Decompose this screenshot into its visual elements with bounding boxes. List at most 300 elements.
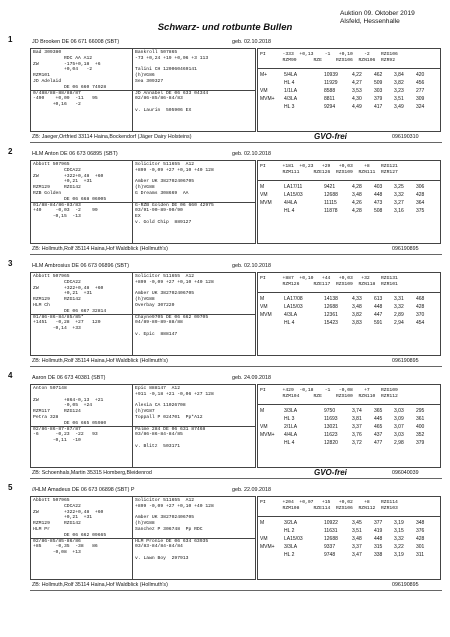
performance-cell: 3,25 bbox=[394, 184, 404, 190]
grandparent-line: (h)VG88 bbox=[135, 185, 155, 191]
breeder-info: ZB: Hollmuth,Rolf 35114 Haina,Hof Waldblick (Hollmuth's) bbox=[32, 358, 168, 364]
grandparents-block bbox=[135, 498, 214, 562]
performance-cell: VM bbox=[260, 424, 268, 430]
performance-cell: 3,16 bbox=[394, 208, 404, 214]
performance-cell: 420 bbox=[416, 72, 425, 78]
performance-cell: 3,51 bbox=[394, 96, 404, 102]
pedigree-line: +0,21 +31 bbox=[33, 179, 93, 185]
performance-cell: 4,26 bbox=[352, 200, 362, 206]
performance-cell: 3,07 bbox=[394, 424, 404, 430]
entry-code: 096190895 bbox=[392, 246, 419, 252]
pedigree-line: Abbott 507965 bbox=[33, 162, 70, 167]
performance-row bbox=[260, 527, 440, 535]
pedigree-line: +40 -0,03 -2 99 bbox=[33, 208, 98, 214]
pedigree-line: Bad 309380 bbox=[33, 50, 62, 55]
performance-row bbox=[260, 79, 440, 87]
performance-cell: 3,72 bbox=[352, 440, 362, 446]
divider bbox=[30, 142, 442, 143]
performance-cell: 4,30 bbox=[352, 96, 362, 102]
performance-cell: 445 bbox=[374, 416, 383, 422]
breeder-info: ZB: Hollmuth,Rolf 35114 Haina,Hof Waldblick (Hollmuth's) bbox=[32, 246, 168, 252]
pedigree-line: 02/86-85/85-86/86 bbox=[33, 538, 81, 544]
performance-row bbox=[260, 295, 440, 303]
pedigree-box bbox=[30, 496, 256, 580]
divider bbox=[258, 292, 440, 293]
breeding-value-line: PI +887 +0,10 +44 +0,03 +32 RZG131 bbox=[260, 276, 398, 281]
pedigree-line: DE 06 660 74928 bbox=[33, 84, 107, 90]
grandparent-line: Chayne9705 DE 06 662 09705 bbox=[135, 314, 209, 320]
performance-cell: 377 bbox=[374, 520, 383, 526]
performance-cell: 309 bbox=[416, 96, 425, 102]
performance-cell: 508 bbox=[374, 208, 383, 214]
pedigree-line: -0,08 +13 bbox=[33, 550, 81, 556]
performance-cell: 3,19 bbox=[394, 520, 404, 526]
performance-cell: 3,51 bbox=[352, 528, 362, 534]
performance-cell: MVM+ bbox=[260, 544, 275, 550]
birth-date: geb. 22.09.2018 bbox=[232, 487, 271, 493]
performance-cell: 447 bbox=[374, 312, 383, 318]
performance-cell: 1/1LA bbox=[284, 88, 298, 94]
performance-cell: 379 bbox=[374, 96, 383, 102]
performance-row bbox=[260, 439, 440, 447]
performance-cell: 3/3LA bbox=[284, 408, 298, 414]
grandparent-line: v. Epic 888147 bbox=[135, 331, 178, 337]
performance-cell: 3,03 bbox=[394, 432, 404, 438]
entry-code: 096190310 bbox=[392, 134, 419, 140]
pedigree-line: JD Adelaid bbox=[33, 78, 62, 84]
bull-entry bbox=[8, 259, 442, 368]
pedigree-line: RZM117 RZG124 bbox=[33, 409, 81, 415]
performance-cell: 2,89 bbox=[394, 312, 404, 318]
pedigree-line: CDCA22 bbox=[33, 503, 81, 509]
breeder-info: ZB: Jaeger,Ortfried 33114 Haina,Bockendorf (Jäger Dairy Holsteins) bbox=[32, 134, 192, 140]
divider bbox=[258, 68, 440, 69]
performance-cell: 448 bbox=[374, 304, 383, 310]
performance-cell: 3,48 bbox=[352, 192, 362, 198]
performance-cell: 9750 bbox=[324, 408, 336, 414]
performance-cell: 338 bbox=[374, 552, 383, 558]
grandparent-line: Epic 888147 A12 bbox=[135, 386, 181, 391]
grandparent-line: +899 -0,09 +27 +0,10 +40 128 bbox=[135, 279, 214, 285]
performance-cell: HL 4 bbox=[284, 440, 295, 446]
performance-cell: 454 bbox=[416, 320, 425, 326]
breeding-value-line: PI -333 +0,13 -1 +0,10 -2 RZG106 bbox=[260, 52, 398, 57]
performance-cell: 3,32 bbox=[394, 192, 404, 198]
grandparents-block bbox=[135, 162, 214, 226]
grandparent-line: HLM Pronie DE 06 634 63935 bbox=[135, 538, 209, 544]
performance-cell: 12361 bbox=[324, 312, 338, 318]
breeding-value-line: RZM108 RZE114 RZS106 RZN112 RZR103 bbox=[260, 506, 398, 511]
entry-number: 1 bbox=[8, 35, 13, 44]
performance-cell: HL 4 bbox=[284, 80, 295, 86]
pedigree-line: -490 +0,09 -11 95 bbox=[33, 96, 98, 102]
performance-row bbox=[260, 543, 440, 551]
performance-cell: 3,19 bbox=[394, 552, 404, 558]
grandparent-line: (h)VG86 bbox=[135, 73, 155, 79]
grandparent-line: 03/91-90-89-90/90 bbox=[135, 208, 183, 214]
entry-code: 096040039 bbox=[392, 470, 419, 476]
performance-table bbox=[260, 519, 440, 559]
birth-date: geb. 24.09.2018 bbox=[232, 375, 271, 381]
performance-cell: 15423 bbox=[324, 320, 338, 326]
performance-cell: 365 bbox=[374, 408, 383, 414]
breeding-values bbox=[260, 164, 398, 176]
performance-row bbox=[260, 183, 440, 191]
performance-row bbox=[260, 519, 440, 527]
entry-header bbox=[32, 150, 440, 159]
grandparent-line: Alesia CA 11026708 bbox=[135, 403, 186, 409]
grandparent-line: 03/83-84/84-84/84 bbox=[135, 544, 183, 550]
pedigree-line: +1451 -0,28 +27 120 bbox=[33, 320, 101, 326]
performance-cell: 448 bbox=[374, 536, 383, 542]
bull-entry bbox=[8, 483, 442, 592]
pedigree-line: HLM Pr bbox=[33, 526, 50, 532]
performance-cell: 376 bbox=[416, 528, 425, 534]
performance-cell: HL 4 bbox=[284, 320, 295, 326]
performance-cell: 613 bbox=[374, 296, 383, 302]
performance-cell: 4,28 bbox=[352, 184, 362, 190]
performance-cell: 8811 bbox=[324, 96, 335, 102]
performance-cell: 11623 bbox=[324, 432, 338, 438]
performance-cell: 448 bbox=[374, 192, 383, 198]
grandparent-line: v. Laurin 505906 EX bbox=[135, 107, 192, 113]
performance-row bbox=[260, 303, 440, 311]
birth-date: geb. 02.10.2018 bbox=[232, 39, 271, 45]
grandparent-line: (h)VG88 bbox=[135, 521, 155, 527]
performance-cell: 3,15 bbox=[394, 528, 404, 534]
pedigree-line: Abbott 507965 bbox=[33, 274, 70, 279]
performance-cell: 9337 bbox=[324, 544, 336, 550]
breeding-value-line: PI +181 +0,23 +29 +0,03 +8 RZG121 bbox=[260, 164, 398, 169]
entry-number: 5 bbox=[8, 483, 13, 492]
performance-row bbox=[260, 87, 440, 95]
performance-cell: 473 bbox=[374, 200, 383, 206]
grandparent-line: Talini CH 120060469141 bbox=[135, 67, 197, 73]
pedigree-line: -6 -0,23 -22 93 bbox=[33, 432, 98, 438]
bull-entry bbox=[8, 147, 442, 256]
pedigree-line: ZW +322+0,48 +60 bbox=[33, 509, 104, 515]
performance-cell: HL 3 bbox=[284, 416, 295, 422]
performance-cell: 2,94 bbox=[394, 320, 404, 326]
performance-cell: M bbox=[260, 520, 265, 526]
grandparent-line: 02/86-85/86-84/83 bbox=[135, 96, 183, 102]
divider bbox=[30, 478, 442, 479]
performance-row bbox=[260, 311, 440, 319]
sire-block bbox=[33, 386, 106, 444]
performance-cell: HL 3 bbox=[284, 104, 295, 110]
breeding-values bbox=[260, 500, 398, 512]
pedigree-line: +0,21 +31 bbox=[33, 515, 93, 521]
pedigree-line: DE 06 662 09665 bbox=[33, 532, 107, 538]
divider bbox=[30, 590, 442, 591]
performance-cell: 4,22 bbox=[352, 72, 362, 78]
performance-cell: LA15/03 bbox=[284, 304, 303, 310]
breeding-value-line: RZM104 RZE RZS100 RZN110 RZR112 bbox=[260, 394, 398, 399]
pedigree-line: Anton 507148 bbox=[33, 386, 67, 391]
performance-cell: 468 bbox=[416, 296, 425, 302]
birth-date: geb. 02.10.2018 bbox=[232, 263, 271, 269]
performance-cell: MVM+ bbox=[260, 432, 275, 438]
pedigree-line: 01/86-86-84/85/85* bbox=[33, 314, 84, 320]
bull-name: Aaron DE 06 673 40381 (SBT) bbox=[32, 375, 106, 381]
performance-cell: 306 bbox=[416, 184, 425, 190]
grandparent-line: Sea 309327 bbox=[135, 78, 164, 84]
entry-header bbox=[32, 374, 440, 383]
performance-cell: 4/3LA bbox=[284, 96, 298, 102]
performance-cell: 10922 bbox=[324, 520, 338, 526]
stats-box bbox=[257, 160, 441, 244]
breeding-values bbox=[260, 276, 398, 288]
entry-header bbox=[32, 38, 440, 47]
performance-row bbox=[260, 535, 440, 543]
stats-box bbox=[257, 272, 441, 356]
entry-number: 3 bbox=[8, 259, 13, 268]
grandparent-line: Solicitor 511655 A12 bbox=[135, 498, 195, 503]
performance-table bbox=[260, 71, 440, 111]
performance-cell: 3,53 bbox=[352, 88, 362, 94]
performance-row bbox=[260, 423, 440, 431]
performance-cell: 419 bbox=[374, 528, 383, 534]
performance-cell: 3,76 bbox=[352, 432, 362, 438]
performance-cell: 3,22 bbox=[394, 544, 404, 550]
grandparent-line: +899 -0,09 +27 +0,10 +40 128 bbox=[135, 167, 214, 173]
performance-cell: 352 bbox=[416, 432, 425, 438]
performance-cell: 3,74 bbox=[352, 408, 362, 414]
pedigree-line: +0,21 +31 bbox=[33, 291, 93, 297]
performance-cell: 3,09 bbox=[394, 416, 404, 422]
entry-number: 4 bbox=[8, 371, 13, 380]
grandparent-line: Bankroll 507865 bbox=[135, 50, 178, 55]
performance-cell: 12688 bbox=[324, 304, 338, 310]
performance-cell: 361 bbox=[416, 416, 425, 422]
performance-cell: 12688 bbox=[324, 536, 338, 542]
performance-cell: 428 bbox=[416, 304, 425, 310]
bull-name: HLM Ambrosius DE 06 673 06896 (SBT) bbox=[32, 263, 130, 269]
pedigree-line: RZB Golden bbox=[33, 190, 62, 196]
performance-row bbox=[260, 407, 440, 415]
grandparent-line: G Dreams 308669 AA bbox=[135, 190, 189, 196]
breeding-value-line: RZM111 RZE126 RZS109 RZN111 RZR127 bbox=[260, 170, 398, 175]
performance-cell: 11693 bbox=[324, 416, 338, 422]
performance-cell: 12688 bbox=[324, 192, 338, 198]
performance-row bbox=[260, 95, 440, 103]
performance-cell: 10939 bbox=[324, 72, 338, 78]
performance-cell: 11929 bbox=[324, 80, 338, 86]
performance-cell: 5/4LA bbox=[284, 72, 298, 78]
grandparent-line: Amber UK 382702406705 bbox=[135, 179, 195, 185]
bull-name: JD Brooken DE 06 671 66008 (SBT) bbox=[32, 39, 120, 45]
performance-cell: LA17/11 bbox=[284, 184, 303, 190]
bull-name: HLM Anton DE 06 673 06895 (SBT) bbox=[32, 151, 118, 157]
performance-cell: 315 bbox=[374, 544, 383, 550]
performance-cell: 3,83 bbox=[352, 320, 362, 326]
pedigree-line: DE 06 665 05980 bbox=[33, 420, 107, 426]
performance-cell: LA15/03 bbox=[284, 536, 303, 542]
performance-cell: 2/1LA bbox=[284, 424, 298, 430]
stats-box bbox=[257, 384, 441, 468]
performance-cell: LA15/03 bbox=[284, 192, 303, 198]
grandparents-block bbox=[135, 274, 214, 338]
performance-table bbox=[260, 295, 440, 327]
grandparents-block bbox=[135, 50, 208, 114]
auction-date: Auktion 09. Oktober 2019 bbox=[340, 10, 415, 17]
performance-cell: 4,33 bbox=[352, 296, 362, 302]
entry-code: 096190895 bbox=[392, 358, 419, 364]
gvo-badge: GVO-frei bbox=[314, 468, 347, 477]
pedigree-line: RZM129 RZG142 bbox=[33, 521, 81, 527]
pedigree-line: +85 -0,35 -38 86 bbox=[33, 544, 98, 550]
grandparent-line: Toppall P 024701 Pp*A12 bbox=[135, 414, 203, 420]
page-title: Schwarz- und rotbunte Bullen bbox=[157, 22, 293, 33]
grandparent-line: Solicitor 511655 A12 bbox=[135, 274, 195, 279]
divider bbox=[258, 404, 440, 405]
performance-cell: M bbox=[260, 296, 265, 302]
performance-row bbox=[260, 71, 440, 79]
performance-row bbox=[260, 319, 440, 327]
performance-cell: MVM bbox=[260, 200, 272, 206]
bull-entry bbox=[8, 371, 442, 480]
stats-box bbox=[257, 496, 441, 580]
performance-cell: 3,37 bbox=[352, 424, 362, 430]
pedigree-line: CDCA22 bbox=[33, 279, 81, 285]
performance-cell: 379 bbox=[416, 440, 425, 446]
performance-cell: 9748 bbox=[324, 552, 336, 558]
grandparent-line: G-RZB Golden DE 06 660 42975 bbox=[135, 202, 214, 208]
performance-cell: 311 bbox=[416, 552, 424, 558]
breeding-value-line: RZM126 RZE117 RZS109 RZN118 RZR101 bbox=[260, 282, 398, 287]
pedigree-line: Abbott 507965 bbox=[33, 498, 70, 503]
grandparent-line: (h)VG88 bbox=[135, 297, 155, 303]
performance-table bbox=[260, 183, 440, 215]
performance-cell: LA17/08 bbox=[284, 296, 303, 302]
performance-cell: MVM bbox=[260, 312, 272, 318]
pedigree-line: -0,15 -13 bbox=[33, 214, 81, 220]
stats-box bbox=[257, 48, 441, 132]
grandparent-line: EX bbox=[135, 214, 141, 220]
performance-cell: 303 bbox=[374, 88, 383, 94]
performance-cell: VM bbox=[260, 88, 268, 94]
performance-cell: 370 bbox=[416, 312, 425, 318]
performance-cell: 295 bbox=[416, 408, 425, 414]
performance-row bbox=[260, 551, 440, 559]
grandparent-line: Amber UK 382702406705 bbox=[135, 291, 195, 297]
performance-cell: VM bbox=[260, 192, 268, 198]
pedigree-line: RZM101 bbox=[33, 73, 50, 79]
entry-number: 2 bbox=[8, 147, 13, 156]
performance-row bbox=[260, 415, 440, 423]
pedigree-line: -0,05 +24 bbox=[33, 403, 93, 409]
performance-cell: 3,45 bbox=[352, 520, 362, 526]
pedigree-line: ZW +322+0,48 +60 bbox=[33, 285, 104, 291]
performance-cell: 3,47 bbox=[352, 552, 362, 558]
pedigree-line: Petra 328 bbox=[33, 414, 59, 420]
performance-cell: 3,23 bbox=[394, 88, 404, 94]
performance-cell: 3,03 bbox=[394, 408, 404, 414]
performance-cell: VM bbox=[260, 536, 268, 542]
pedigree-line: ZW -175+0,18 +6 bbox=[33, 61, 101, 67]
breeding-values bbox=[260, 388, 398, 400]
performance-cell: HL 4 bbox=[284, 208, 295, 214]
performance-cell: M bbox=[260, 184, 265, 190]
performance-cell: 3/3LA bbox=[284, 544, 298, 550]
grandparent-line: Sanchez P 306748 Pp RDC bbox=[135, 526, 203, 532]
performance-cell: 3,82 bbox=[352, 312, 362, 318]
sire-block bbox=[33, 274, 106, 332]
grandparent-line: 04/89-89-89-88/88 bbox=[135, 320, 183, 326]
performance-cell: 3,49 bbox=[394, 104, 404, 110]
performance-row bbox=[260, 199, 440, 207]
performance-row bbox=[260, 207, 440, 215]
pedigree-line: RZM129 RZG142 bbox=[33, 185, 81, 191]
performance-cell: 11878 bbox=[324, 208, 338, 214]
performance-cell: 428 bbox=[416, 536, 425, 542]
pedigree-line: RDC AA A12 bbox=[33, 55, 93, 61]
grandparent-line: v. Lawn Boy 297913 bbox=[135, 555, 189, 561]
performance-row bbox=[260, 431, 440, 439]
pedigree-line: 02/86-86-87-87/87 bbox=[33, 426, 81, 432]
performance-cell: 3,84 bbox=[394, 72, 404, 78]
pedigree-line: +0,04 -2 bbox=[33, 67, 93, 73]
performance-cell: 4,49 bbox=[352, 104, 362, 110]
performance-cell: MVM+ bbox=[260, 96, 275, 102]
breeder-info: ZB: Hollmuth,Rolf 35114 Haina,Hof Waldblick (Hollmuth's) bbox=[32, 582, 168, 588]
performance-table bbox=[260, 407, 440, 447]
performance-cell: 301 bbox=[416, 544, 425, 550]
pedigree-box bbox=[30, 272, 256, 356]
performance-cell: 3,32 bbox=[394, 304, 404, 310]
pedigree-line: -0,14 +33 bbox=[33, 326, 81, 332]
pedigree-box bbox=[30, 160, 256, 244]
pedigree-box bbox=[30, 48, 256, 132]
pedigree-line: +0,16 -2 bbox=[33, 102, 81, 108]
auction-info bbox=[340, 10, 415, 26]
grandparent-line: Solicitor 511655 A12 bbox=[135, 162, 195, 167]
grandparent-line: 03/86-86-84-84/85 bbox=[135, 432, 183, 438]
entry-code: 096190895 bbox=[392, 582, 419, 588]
performance-cell: 11631 bbox=[324, 528, 338, 534]
grandparent-line: Palme 284 DE 06 631 87468 bbox=[135, 426, 206, 432]
pedigree-line: -0,11 -10 bbox=[33, 438, 81, 444]
grandparent-line: +911 -0,18 +21 -0,06 +27 128 bbox=[135, 391, 214, 397]
performance-cell: 8588 bbox=[324, 88, 336, 94]
performance-cell: 9294 bbox=[324, 104, 336, 110]
performance-cell: 428 bbox=[416, 192, 425, 198]
pedigree-line: RZM129 RZG142 bbox=[33, 297, 81, 303]
breeding-value-line: RZM99 RZE RZS106 RZN106 RZR92 bbox=[260, 58, 396, 63]
divider bbox=[30, 254, 442, 255]
performance-cell: 400 bbox=[416, 424, 425, 430]
performance-cell: 4,27 bbox=[352, 80, 362, 86]
performance-cell: 277 bbox=[416, 88, 425, 94]
performance-cell: 9421 bbox=[324, 184, 336, 190]
performance-cell: M bbox=[260, 408, 265, 414]
pedigree-line: 01/88-84/86-83/83 bbox=[33, 202, 81, 208]
performance-cell: HL 2 bbox=[284, 552, 295, 558]
grandparents-block bbox=[135, 386, 214, 450]
entry-header bbox=[32, 262, 440, 271]
performance-cell: 477 bbox=[374, 440, 383, 446]
divider bbox=[258, 516, 440, 517]
performance-cell: 3,48 bbox=[352, 536, 362, 542]
grandparent-line: JD Annabel DE 06 633 04344 bbox=[135, 90, 209, 96]
grandparent-line: +899 -0,09 +27 +0,10 +40 128 bbox=[135, 503, 214, 509]
divider bbox=[258, 180, 440, 181]
grandparent-line: -73 +0,24 +19 +0,06 +3 113 bbox=[135, 55, 209, 61]
performance-cell: 11115 bbox=[324, 200, 337, 206]
performance-cell: 417 bbox=[374, 104, 383, 110]
performance-cell: VM bbox=[260, 304, 268, 310]
auction-location: Alsfeld, Hessenhalle bbox=[340, 18, 400, 25]
